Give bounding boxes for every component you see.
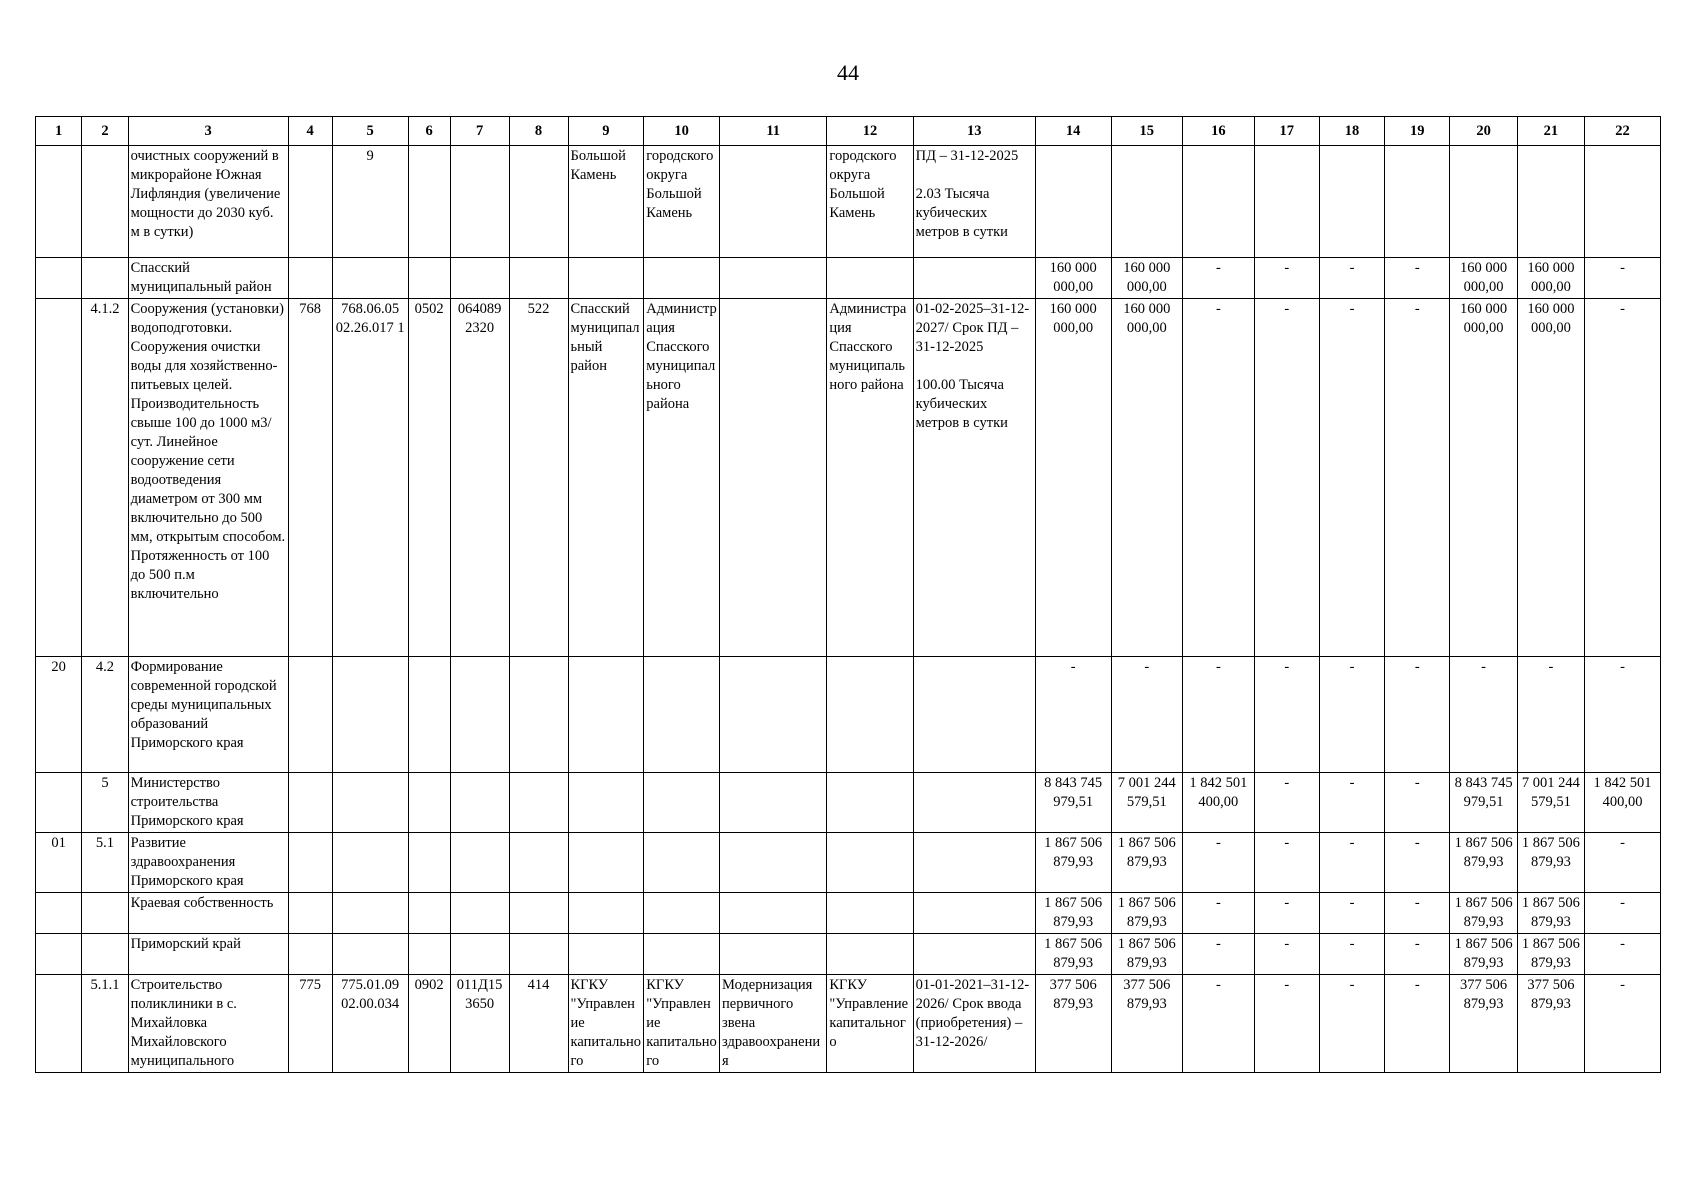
table-cell-col-10 bbox=[644, 258, 720, 299]
table-cell-col-4 bbox=[288, 833, 332, 893]
table-cell-col-4 bbox=[288, 146, 332, 258]
table-cell-col-4: 768 bbox=[288, 299, 332, 657]
table-cell-col-13 bbox=[913, 934, 1035, 975]
column-number: 2 bbox=[82, 117, 128, 146]
table-cell-col-8 bbox=[509, 258, 568, 299]
table-cell-col-13: 01-01-2021–31-12-2026/ Срок ввода (приобретения) – 31-12-2026/ bbox=[913, 975, 1035, 1073]
table-cell-col-1: 01 bbox=[36, 833, 82, 893]
table-cell-col-2 bbox=[82, 934, 128, 975]
column-number: 21 bbox=[1517, 117, 1584, 146]
table-cell-col-1 bbox=[36, 258, 82, 299]
table-cell-col-14: 1 867 506 879,93 bbox=[1035, 934, 1111, 975]
table-cell-col-12: КГКУ "Управление капитального bbox=[827, 975, 913, 1073]
table-cell-col-6 bbox=[408, 146, 450, 258]
table-cell-col-2: 5 bbox=[82, 773, 128, 833]
table-cell-col-17 bbox=[1254, 146, 1319, 258]
table-cell-col-18: - bbox=[1319, 833, 1384, 893]
column-number: 18 bbox=[1319, 117, 1384, 146]
budget-table bbox=[35, 116, 1661, 1073]
column-number: 9 bbox=[568, 117, 644, 146]
table-cell-col-2 bbox=[82, 893, 128, 934]
table-cell-col-2 bbox=[82, 258, 128, 299]
table-cell-col-17: - bbox=[1254, 893, 1319, 934]
table-cell-col-21: 160 000 000,00 bbox=[1517, 258, 1584, 299]
table-cell-col-3: Министерство строительства Приморского края bbox=[128, 773, 288, 833]
table-cell-col-7: 064089 2320 bbox=[450, 299, 509, 657]
table-cell-col-19 bbox=[1385, 146, 1450, 258]
table-cell-col-2: 4.2 bbox=[82, 657, 128, 773]
table-cell-col-5: 9 bbox=[332, 146, 408, 258]
table-cell-col-21: - bbox=[1517, 657, 1584, 773]
table-cell-col-16: - bbox=[1183, 934, 1255, 975]
table-cell-col-6: 0502 bbox=[408, 299, 450, 657]
table-cell-col-15: 160 000 000,00 bbox=[1111, 299, 1183, 657]
table-body bbox=[36, 146, 1661, 1073]
table-cell-col-16: - bbox=[1183, 893, 1255, 934]
table-cell-col-1 bbox=[36, 934, 82, 975]
column-number: 15 bbox=[1111, 117, 1183, 146]
table-cell-col-12: городского округа Большой Камень bbox=[827, 146, 913, 258]
column-number: 16 bbox=[1183, 117, 1255, 146]
table-cell-col-2: 4.1.2 bbox=[82, 299, 128, 657]
table-cell-col-1: 20 bbox=[36, 657, 82, 773]
table-cell-col-10: городского округа Большой Камень bbox=[644, 146, 720, 258]
table-cell-col-14: - bbox=[1035, 657, 1111, 773]
table-cell-col-21: 377 506 879,93 bbox=[1517, 975, 1584, 1073]
table-cell-col-12: Администрация Спасского муниципального района bbox=[827, 299, 913, 657]
table-cell-col-16: - bbox=[1183, 258, 1255, 299]
table-row bbox=[36, 893, 1661, 934]
table-cell-col-16: - bbox=[1183, 657, 1255, 773]
table-cell-col-3: Формирование современной городской среды муниципальных образований Приморского края bbox=[128, 657, 288, 773]
table-cell-col-7 bbox=[450, 773, 509, 833]
table-cell-col-11 bbox=[720, 146, 827, 258]
table-cell-col-13 bbox=[913, 893, 1035, 934]
table-cell-col-19: - bbox=[1385, 773, 1450, 833]
page-number: 44 bbox=[837, 60, 859, 85]
table-cell-col-12 bbox=[827, 934, 913, 975]
table-cell-col-11 bbox=[720, 893, 827, 934]
column-number: 3 bbox=[128, 117, 288, 146]
table-cell-col-8 bbox=[509, 146, 568, 258]
table-cell-col-18: - bbox=[1319, 975, 1384, 1073]
table-cell-col-13 bbox=[913, 657, 1035, 773]
table-cell-col-18 bbox=[1319, 146, 1384, 258]
table-cell-col-4 bbox=[288, 934, 332, 975]
table-cell-col-11 bbox=[720, 833, 827, 893]
table-cell-col-16: - bbox=[1183, 975, 1255, 1073]
table-cell-col-10: КГКУ "Управление капитального bbox=[644, 975, 720, 1073]
table-cell-col-13 bbox=[913, 773, 1035, 833]
table-cell-col-9 bbox=[568, 934, 644, 975]
table-cell-col-17: - bbox=[1254, 258, 1319, 299]
table-cell-col-3: Краевая собственность bbox=[128, 893, 288, 934]
table-cell-col-7 bbox=[450, 657, 509, 773]
column-number: 20 bbox=[1450, 117, 1517, 146]
table-cell-col-21: 1 867 506 879,93 bbox=[1517, 893, 1584, 934]
column-number: 5 bbox=[332, 117, 408, 146]
table-cell-col-14: 160 000 000,00 bbox=[1035, 299, 1111, 657]
column-number: 10 bbox=[644, 117, 720, 146]
table-cell-col-19: - bbox=[1385, 657, 1450, 773]
table-cell-col-1 bbox=[36, 773, 82, 833]
table-cell-col-7 bbox=[450, 833, 509, 893]
table-cell-col-1 bbox=[36, 146, 82, 258]
table-cell-col-22: - bbox=[1585, 299, 1661, 657]
table-cell-col-22 bbox=[1585, 146, 1661, 258]
table-cell-col-10 bbox=[644, 893, 720, 934]
table-cell-col-6: 0902 bbox=[408, 975, 450, 1073]
table-cell-col-4 bbox=[288, 258, 332, 299]
table-cell-col-6 bbox=[408, 258, 450, 299]
table-cell-col-4 bbox=[288, 657, 332, 773]
table-cell-col-20: - bbox=[1450, 657, 1517, 773]
table-cell-col-14 bbox=[1035, 146, 1111, 258]
table-cell-col-8 bbox=[509, 934, 568, 975]
table-cell-col-4 bbox=[288, 893, 332, 934]
table-cell-col-1 bbox=[36, 299, 82, 657]
table-cell-col-18: - bbox=[1319, 299, 1384, 657]
table-cell-col-3: Приморский край bbox=[128, 934, 288, 975]
table-cell-col-5 bbox=[332, 657, 408, 773]
table-cell-col-12 bbox=[827, 893, 913, 934]
table-cell-col-2: 5.1.1 bbox=[82, 975, 128, 1073]
table-cell-col-15: 7 001 244 579,51 bbox=[1111, 773, 1183, 833]
table-cell-col-19: - bbox=[1385, 833, 1450, 893]
table-cell-col-11 bbox=[720, 934, 827, 975]
table-cell-col-14: 8 843 745 979,51 bbox=[1035, 773, 1111, 833]
table-cell-col-5 bbox=[332, 773, 408, 833]
table-cell-col-11 bbox=[720, 299, 827, 657]
table-cell-col-21: 1 867 506 879,93 bbox=[1517, 934, 1584, 975]
table-cell-col-17: - bbox=[1254, 657, 1319, 773]
column-number: 17 bbox=[1254, 117, 1319, 146]
table-row bbox=[36, 146, 1661, 258]
table-cell-col-5: 775.01.09 02.00.034 bbox=[332, 975, 408, 1073]
table-cell-col-13: 01-02-2025–31-12-2027/ Срок ПД – 31-12-2025 100.00 Тысяча кубических метров в сутки bbox=[913, 299, 1035, 657]
table-cell-col-17: - bbox=[1254, 975, 1319, 1073]
table-cell-col-20: 160 000 000,00 bbox=[1450, 299, 1517, 657]
table-cell-col-20: 160 000 000,00 bbox=[1450, 258, 1517, 299]
table-row bbox=[36, 773, 1661, 833]
column-number: 14 bbox=[1035, 117, 1111, 146]
table-cell-col-10 bbox=[644, 934, 720, 975]
table-row bbox=[36, 934, 1661, 975]
table-cell-col-16: - bbox=[1183, 833, 1255, 893]
table-cell-col-14: 160 000 000,00 bbox=[1035, 258, 1111, 299]
table-cell-col-7 bbox=[450, 146, 509, 258]
table-cell-col-7 bbox=[450, 893, 509, 934]
column-number: 13 bbox=[913, 117, 1035, 146]
table-cell-col-18: - bbox=[1319, 657, 1384, 773]
table-cell-col-11: Модернизация первичного звена здравоохранения bbox=[720, 975, 827, 1073]
table-cell-col-22: - bbox=[1585, 258, 1661, 299]
table-cell-col-15: 377 506 879,93 bbox=[1111, 975, 1183, 1073]
table-cell-col-6 bbox=[408, 773, 450, 833]
table-cell-col-11 bbox=[720, 773, 827, 833]
table-cell-col-3: Развитие здравоохранения Приморского края bbox=[128, 833, 288, 893]
table-cell-col-7: 011Д15 3650 bbox=[450, 975, 509, 1073]
table-cell-col-20 bbox=[1450, 146, 1517, 258]
table-row bbox=[36, 833, 1661, 893]
column-number: 4 bbox=[288, 117, 332, 146]
table-cell-col-22: - bbox=[1585, 657, 1661, 773]
column-number: 11 bbox=[720, 117, 827, 146]
table-cell-col-17: - bbox=[1254, 773, 1319, 833]
table-cell-col-15: 1 867 506 879,93 bbox=[1111, 893, 1183, 934]
table-cell-col-5 bbox=[332, 833, 408, 893]
table-cell-col-10 bbox=[644, 833, 720, 893]
table-cell-col-7 bbox=[450, 934, 509, 975]
table-cell-col-20: 1 867 506 879,93 bbox=[1450, 833, 1517, 893]
table-cell-col-14: 1 867 506 879,93 bbox=[1035, 893, 1111, 934]
table-cell-col-3: Сооружения (установки) водоподготовки. Сооружения очистки воды для хозяйственно-питьевых целей. Производительность свыше 100 до 1000 м3/сут. Линейное сооружение сети водоотведения диаметром от 300 мм включительно до 500 мм, открытым способом. Протяженность от 100 до 500 п.м включительно bbox=[128, 299, 288, 657]
table-cell-col-5 bbox=[332, 934, 408, 975]
table-cell-col-3: Спасский муниципальный район bbox=[128, 258, 288, 299]
table-cell-col-2 bbox=[82, 146, 128, 258]
table-cell-col-9 bbox=[568, 893, 644, 934]
table-cell-col-14: 1 867 506 879,93 bbox=[1035, 833, 1111, 893]
column-number: 6 bbox=[408, 117, 450, 146]
table-cell-col-19: - bbox=[1385, 893, 1450, 934]
column-number: 22 bbox=[1585, 117, 1661, 146]
table-cell-col-19: - bbox=[1385, 934, 1450, 975]
table-cell-col-10 bbox=[644, 773, 720, 833]
table-cell-col-11 bbox=[720, 258, 827, 299]
table-cell-col-16: - bbox=[1183, 299, 1255, 657]
table-cell-col-13: ПД – 31-12-2025 2.03 Тысяча кубических метров в сутки bbox=[913, 146, 1035, 258]
table-cell-col-1 bbox=[36, 975, 82, 1073]
table-cell-col-4: 775 bbox=[288, 975, 332, 1073]
table-cell-col-17: - bbox=[1254, 299, 1319, 657]
table-cell-col-9 bbox=[568, 773, 644, 833]
table-cell-col-19: - bbox=[1385, 975, 1450, 1073]
table-cell-col-18: - bbox=[1319, 773, 1384, 833]
table-cell-col-3: Строительство поликлиники в с. Михайловка Михайловского муниципального bbox=[128, 975, 288, 1073]
table-cell-col-9 bbox=[568, 833, 644, 893]
table-cell-col-4 bbox=[288, 773, 332, 833]
column-number: 12 bbox=[827, 117, 913, 146]
table-cell-col-6 bbox=[408, 893, 450, 934]
table-cell-col-5 bbox=[332, 258, 408, 299]
table-cell-col-1 bbox=[36, 893, 82, 934]
table-cell-col-6 bbox=[408, 934, 450, 975]
table-cell-col-20: 1 867 506 879,93 bbox=[1450, 934, 1517, 975]
table-cell-col-17: - bbox=[1254, 934, 1319, 975]
table-cell-col-22: - bbox=[1585, 893, 1661, 934]
table-cell-col-21: 160 000 000,00 bbox=[1517, 299, 1584, 657]
table-cell-col-10: Администрация Спасского муниципального района bbox=[644, 299, 720, 657]
table-cell-col-13 bbox=[913, 833, 1035, 893]
table-cell-col-8 bbox=[509, 657, 568, 773]
table-cell-col-8 bbox=[509, 893, 568, 934]
table-cell-col-6 bbox=[408, 833, 450, 893]
table-row bbox=[36, 258, 1661, 299]
table-cell-col-12 bbox=[827, 773, 913, 833]
table-cell-col-9: Большой Камень bbox=[568, 146, 644, 258]
table-cell-col-16 bbox=[1183, 146, 1255, 258]
column-number-header bbox=[36, 117, 1661, 146]
table-cell-col-12 bbox=[827, 833, 913, 893]
table-cell-col-22: - bbox=[1585, 975, 1661, 1073]
table-cell-col-12 bbox=[827, 657, 913, 773]
table-row bbox=[36, 657, 1661, 773]
table-cell-col-22: 1 842 501 400,00 bbox=[1585, 773, 1661, 833]
table-cell-col-9: Спасский муниципальный район bbox=[568, 299, 644, 657]
table-cell-col-5 bbox=[332, 893, 408, 934]
table-cell-col-19: - bbox=[1385, 258, 1450, 299]
table-cell-col-21: 1 867 506 879,93 bbox=[1517, 833, 1584, 893]
table-row bbox=[36, 975, 1661, 1073]
table-cell-col-14: 377 506 879,93 bbox=[1035, 975, 1111, 1073]
table-cell-col-8: 414 bbox=[509, 975, 568, 1073]
table-cell-col-10 bbox=[644, 657, 720, 773]
table-row bbox=[36, 299, 1661, 657]
table-cell-col-16: 1 842 501 400,00 bbox=[1183, 773, 1255, 833]
column-number: 7 bbox=[450, 117, 509, 146]
table-cell-col-20: 1 867 506 879,93 bbox=[1450, 893, 1517, 934]
table-cell-col-6 bbox=[408, 657, 450, 773]
table-cell-col-15: 160 000 000,00 bbox=[1111, 258, 1183, 299]
table-cell-col-22: - bbox=[1585, 833, 1661, 893]
table-cell-col-5: 768.06.05 02.26.017 1 bbox=[332, 299, 408, 657]
table-cell-col-8 bbox=[509, 773, 568, 833]
table-cell-col-21 bbox=[1517, 146, 1584, 258]
table-cell-col-11 bbox=[720, 657, 827, 773]
column-number: 8 bbox=[509, 117, 568, 146]
table-cell-col-3: очистных сооружений в микрорайоне Южная Лифляндия (увеличение мощности до 2030 куб. м в сутки) bbox=[128, 146, 288, 258]
table-cell-col-15: 1 867 506 879,93 bbox=[1111, 934, 1183, 975]
table-cell-col-9: КГКУ "Управление капитального bbox=[568, 975, 644, 1073]
table-cell-col-9 bbox=[568, 258, 644, 299]
column-number: 1 bbox=[36, 117, 82, 146]
table-cell-col-18: - bbox=[1319, 934, 1384, 975]
table-cell-col-7 bbox=[450, 258, 509, 299]
table-cell-col-18: - bbox=[1319, 258, 1384, 299]
table-cell-col-21: 7 001 244 579,51 bbox=[1517, 773, 1584, 833]
table-cell-col-18: - bbox=[1319, 893, 1384, 934]
table-cell-col-8: 522 bbox=[509, 299, 568, 657]
table-cell-col-15: - bbox=[1111, 657, 1183, 773]
table-cell-col-2: 5.1 bbox=[82, 833, 128, 893]
table-cell-col-15: 1 867 506 879,93 bbox=[1111, 833, 1183, 893]
table-cell-col-15 bbox=[1111, 146, 1183, 258]
table-cell-col-22: - bbox=[1585, 934, 1661, 975]
table-cell-col-20: 8 843 745 979,51 bbox=[1450, 773, 1517, 833]
table-cell-col-17: - bbox=[1254, 833, 1319, 893]
table-cell-col-19: - bbox=[1385, 299, 1450, 657]
column-number: 19 bbox=[1385, 117, 1450, 146]
table-cell-col-13 bbox=[913, 258, 1035, 299]
table-cell-col-20: 377 506 879,93 bbox=[1450, 975, 1517, 1073]
table-cell-col-8 bbox=[509, 833, 568, 893]
table-cell-col-9 bbox=[568, 657, 644, 773]
table-cell-col-12 bbox=[827, 258, 913, 299]
